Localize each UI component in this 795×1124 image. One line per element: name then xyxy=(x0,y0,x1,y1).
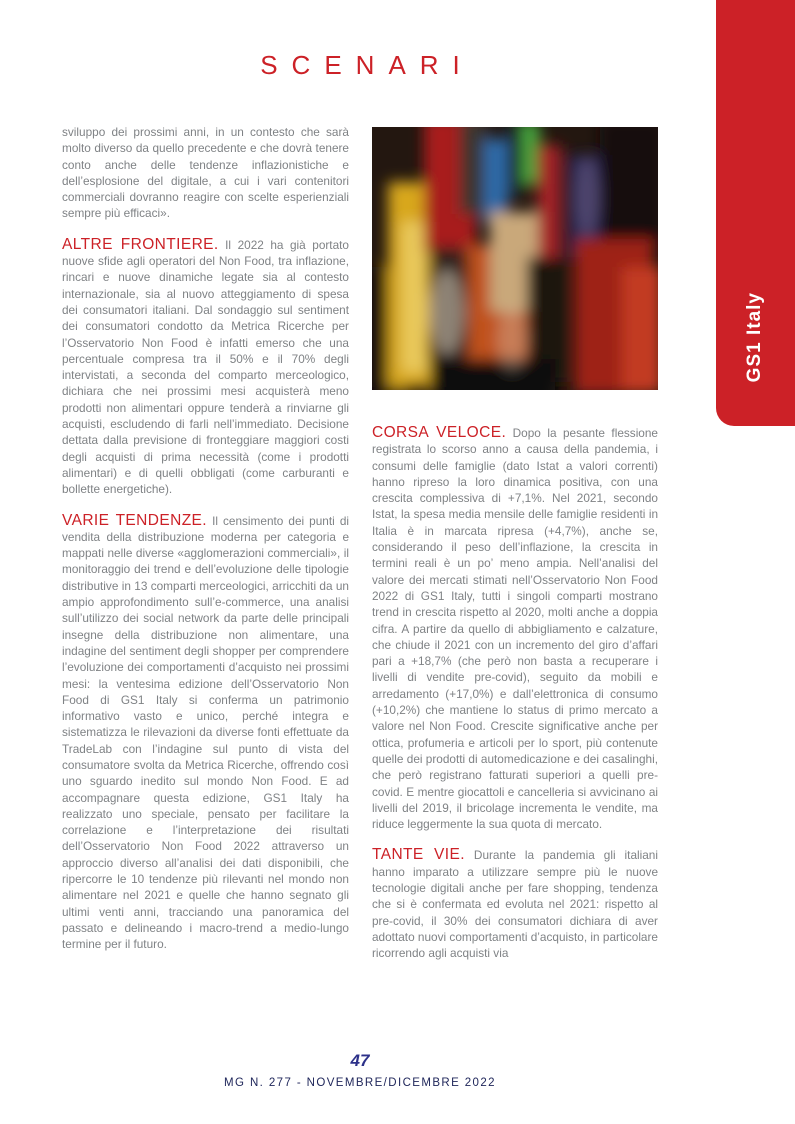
page-title: SCENARI xyxy=(260,50,474,80)
left-text-column xyxy=(62,124,349,968)
section-altre-frontiere xyxy=(62,237,349,498)
tools-photo xyxy=(372,127,658,390)
right-text-column xyxy=(372,127,658,977)
gs1-italy-tab-label: GS1 Italy xyxy=(744,291,765,382)
section-lead: VARIE TENDENZE. xyxy=(62,511,208,529)
section-lead: ALTRE FRONTIERE. xyxy=(62,235,219,253)
section-lead: TANTE VIE. xyxy=(372,846,465,864)
page-number: 47 xyxy=(350,1051,370,1070)
section-varie-tendenze xyxy=(62,513,349,953)
section-text: Il censimento dei punti di vendita della distribuzione moderna per categoria e mappati nelle diverse «agglomerazioni commerciali», il monitoraggio dei trend e dell’evoluzione delle tipologie distributive in 13 comparti merceologici, arricchiti da un ampio approfondimento sull’e-commerce, una analisi sull’utilizzo dei social network da parte delle principali insegne della distribuzione non alimentare, una indagine del sentiment degli shopper per comprendere l’evoluzione dei comportamenti d’acquisto nei prossimi mesi: la ventesima edizione dell’Osservatorio Non Food di GS1 Italy si conferma un patrimonio informativo vasto e unico, perché integra e sistematizza le rilevazioni da diverse fonti effettuate da TradeLab con l’indagine sul punto di vista del consumatore svolta da Metrica Ricerche, offrendo così uno sguardo inedito sul mondo Non Food. E ad accompagnare questa edizione, GS1 Italy ha realizzato uno speciale, pensato per facilitare la correlazione e l’interpretazione dei risultati dell’Osservatorio Non Food 2022 attraverso un approccio diverso all’analisi dei dati disponibili, che ripercorre le 10 tendenze più rilevanti nel mondo non alimentare nel 2021 e quelle che hanno segnato gli ultimi venti anni, tracciando una panoramica del passato e delineando i macro-trend a medio-lungo termine per il futuro. xyxy=(62,513,350,952)
section-text: Il 2022 ha già portato nuove sfide agli operatori del Non Food, tra inflazione, rincari e nuove dinamiche legate sia al contesto internazionale, sia al nuovo atteggiamento di spesa dei consumatori italiani. Dal sondaggio sul sentiment dei consumatori condotto da Metrica Ricerche per l’Osservatorio Non Food è infatti emerso che una percentuale compresa tra il 50% e il 70% degli intervistati, a seconda del comparto merceologico, dichiara che nei prossimi mesi acquisterà meno prodotti non alimentari oppure tenderà a rinviarne gli acquisti, escludendo di farli nell’immediato. Decisione dettata dalla previsione di fronteggiare maggiori costi degli acquisti di prima necessità (come i prodotti alimentari) e di quelli obbligati (come carburanti e bollette energetiche). xyxy=(62,237,349,497)
section-lead: CORSA VELOCE. xyxy=(372,424,507,441)
section-text: Durante la pandemia gli italiani hanno imparato a utilizzare sempre più le nuove tecnologie digitali anche per fare shopping, tendenza che si è confermata ed evoluta nel 2021: rispetto al pre-covid, il 30% dei consumatori dichiara di aver adottato nuovi comportamenti d’acquisto, in particolare ricorrendo agli acquisti via xyxy=(372,848,658,961)
section-corsa-veloce xyxy=(372,425,658,832)
gs1-italy-tab xyxy=(716,0,795,426)
section-tante-vie xyxy=(372,847,658,961)
intro-paragraph: sviluppo dei prossimi anni, in un contesto che sarà molto diverso da quello precedente e che dovrà tenere conto anche delle tendenze inflazionistiche e dell’esplosione del digitale, a cui i vari contenitori commerciali dovranno reagire con scelte esperienziali sempre più efficaci». xyxy=(62,125,349,221)
section-text: Dopo la pesante flessione registrata lo scorso anno a causa della pandemia, i consumi delle famiglie (dato Istat a valori correnti) hanno ripreso la loro dinamica positiva, con una crescita complessiva di +7,1%. Nel 2021, secondo Istat, la spesa media mensile delle famiglie residenti in Italia è in marcata ripresa (+4,7%), anche se, considerando il peso dell’inflazione, la crescita in termini reali è un po’ meno ampia. Nell’analisi del valore dei mercati stimati nell’Osservatorio Non Food 2022 di GS1 Italy, tutti i singoli comparti mostrano trend in crescita rispetto al 2020, molti anche a doppia cifra. A partire da quello di abbigliamento e calzature, che chiude il 2021 con un incremento del giro d’affari pari a +18,7% (che però non basta a recuperare i livelli di vendite pre-covid), seguito da mobili e arredamento (+17,0%) e dall’elettronica di consumo (+10,2%) che mantiene lo status di primo mercato a valore nel Non Food. Crescite significative anche per ottica, profumeria e articoli per lo sport, più contenute quelle dei prodotti di automedicazione e dei casalinghi, che però registrano fatturati superiori a quelli pre-covid. E mentre giocattoli e cancelleria si avvicinano ai livelli del 2019, il bricolage incrementa le vendite, ma riduce leggermente la sua quota di mercato. xyxy=(372,426,658,832)
footer-issue-line: MG N. 277 - NOVEMBRE/DICEMBRE 2022 xyxy=(224,1077,496,1089)
